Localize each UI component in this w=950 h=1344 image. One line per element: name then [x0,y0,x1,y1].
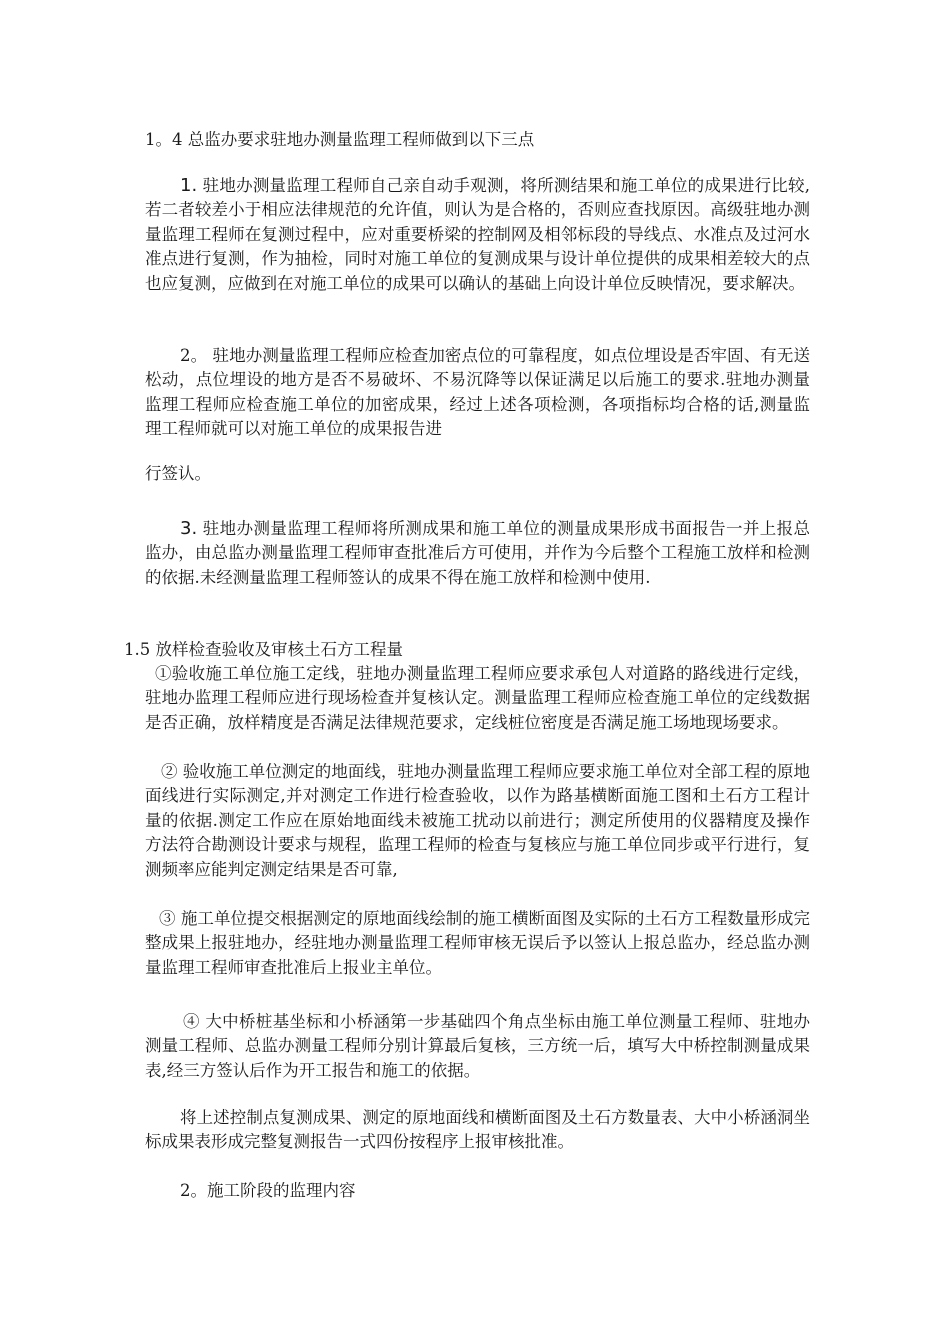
paragraph-3-text: 驻地办测量监理工程师将所测成果和施工单位的测量成果形成书面报告一并上报总监办，由总监办测量监理工程师审查批准后方可使用，并作为今后整个工程施工放样和检测的依据.未经测量监理工程师签认的成果不得在施工放样和检测中使用. [145,519,810,587]
paragraph-1-text: 驻地办测量监理工程师自己亲自动手观测，将所测结果和施工单位的成果进行比较,若二者较差小于相应法律规范的允许值，则认为是合格的，否则应查找原因。高级驻地办测量监理工程师在复测过程中，应对重要桥梁的控制网及相邻标段的导线点、水准点及过河水准点进行复测，作为抽检，同时对施工单位的复测成果与设计单位提供的成果相差较大的点也应复测，应做到在对施工单位的成果可以确认的基础上向设计单位反映情况，要求解决。 [145,176,810,293]
paragraph-3 [145,517,810,590]
list-item-4: ④ 大中桥桩基坐标和小桥涵第一步基础四个角点坐标由施工单位测量工程师、驻地办测量工程师、总监办测量工程师分别计算最后复核，三方统一后，填写大中桥控制测量成果表,经三方签认后作为开工报告和施工的依据。 [145,1012,810,1080]
list-item-3: ③ 施工单位提交根据测定的原地面线绘制的施工横断面图及实际的土石方工程数量形成完整成果上报驻地办，经驻地办测量监理工程师审核无误后予以签认上报总监办，经总监办测量监理工程师审查批准后上报业主单位。 [145,909,810,977]
list-item-2: ② 验收施工单位测定的地面线，驻地办测量监理工程师应要求施工单位对全部工程的原地面线进行实际测定,并对测定工作进行检查验收，以作为路基横断面施工图和土石方工程计量的依据.测定工作应在原始地面线未被施工扰动以前进行；测定所使用的仪器精度及操作方法符合勘测设计要求与规程，监理工程师的检查与复核应与施工单位同步或平行进行，复测频率应能判定测定结果是否可靠, [145,762,810,879]
paragraph-2: 2。 驻地办测量监理工程师应检查加密点位的可靠程度，如点位埋设是否牢固、有无送松动，点位埋设的地方是否不易破坏、不易沉降等以保证满足以后施工的要求.驻地办测量监理工程师应检查施工单位的加密成果，经过上述各项检测，各项指标均合格的话,测量监理工程师就可以对施工单位的成果报告进 [145,346,810,439]
section-heading-1-4: 1。4 总监办要求驻地办测量监理工程师做到以下三点 [145,130,535,149]
paragraph-1-number: 1. [180,175,198,196]
paragraph-3-number: 3. [180,518,198,539]
list-item-1: ①验收施工单位施工定线，驻地办测量监理工程师应要求承包人对道路的路线进行定线，驻地办监理工程师应进行现场检查并复核认定。测量监理工程师应检查施工单位的定线数据是否正确，放样精度是否满足法律规范要求，定线桩位密度是否满足施工场地现场要求。 [145,664,810,732]
summary-paragraph: 将上述控制点复测成果、测定的原地面线和横断面图及土石方数量表、大中小桥涵洞坐标成果表形成完整复测报告一式四份按程序上报审核批准。 [145,1108,810,1152]
section-heading-1-5: 1.5 放样检查验收及审核土石方工程量 [124,640,403,659]
paragraph-2-tail: 行签认。 [145,464,211,483]
paragraph-1 [145,174,810,296]
section-heading-2: 2。施工阶段的监理内容 [180,1181,356,1200]
